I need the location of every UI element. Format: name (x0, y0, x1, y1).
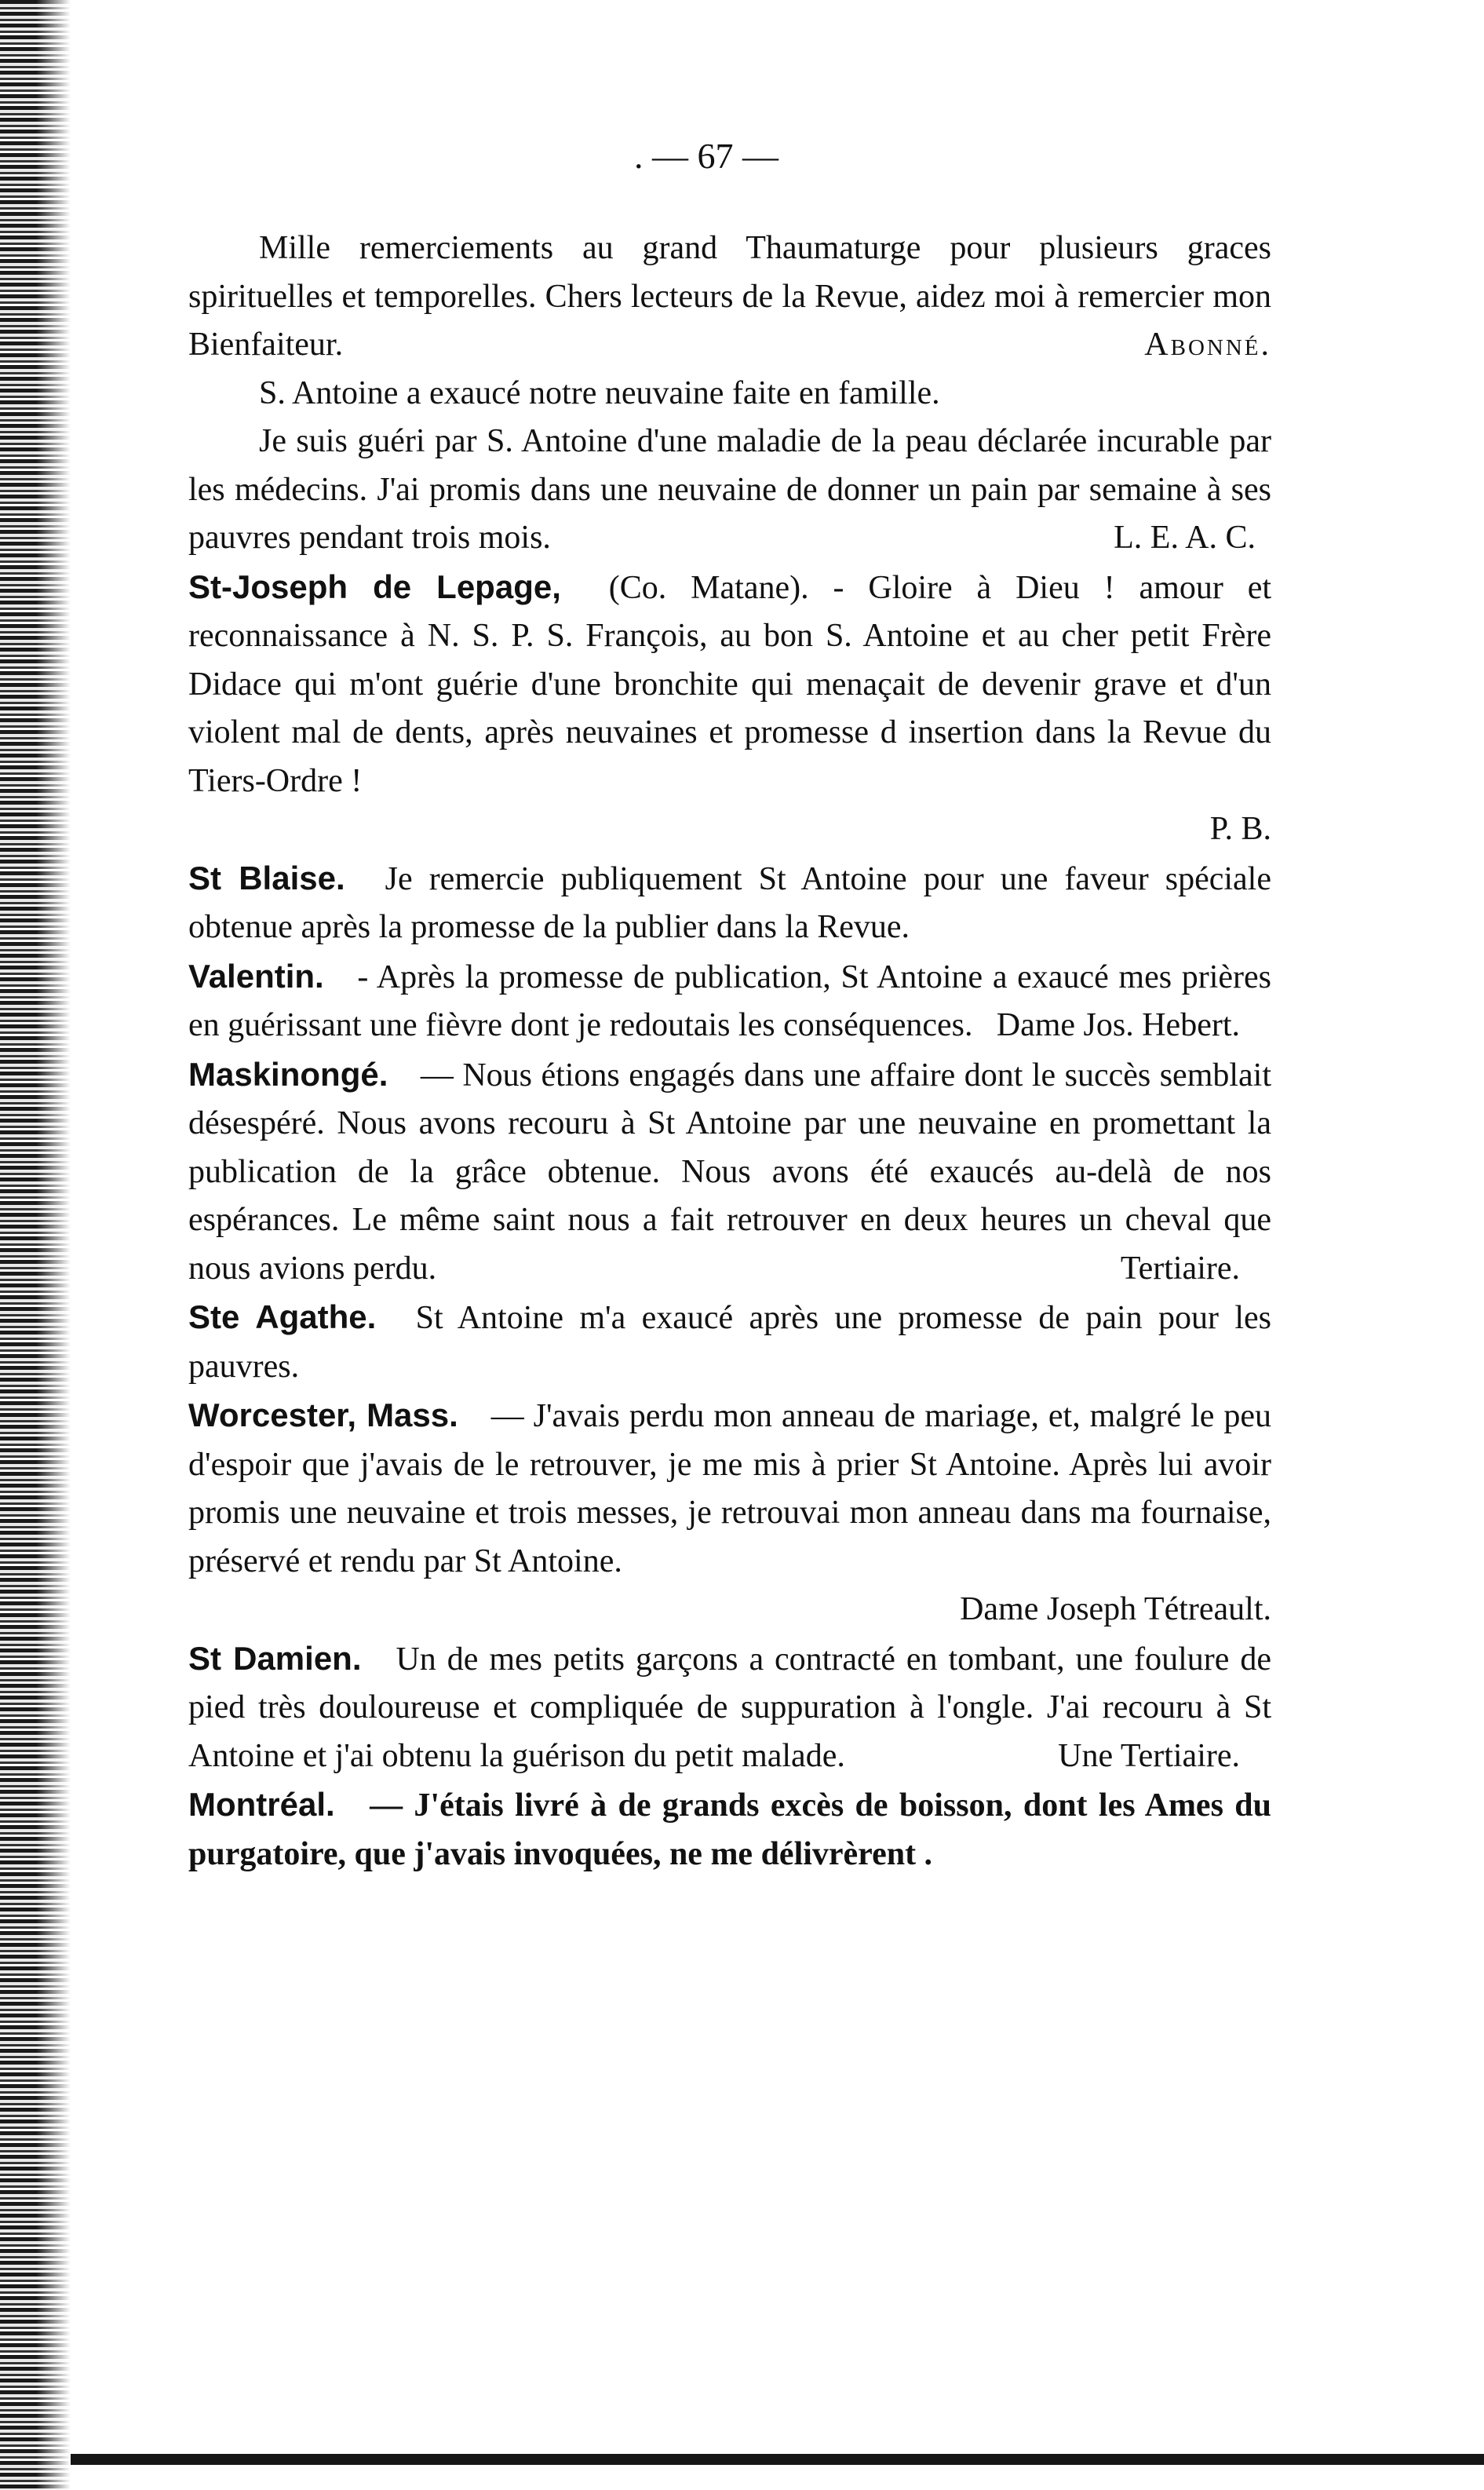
entry-maskinonge (188, 1050, 1271, 1294)
page-number: . — 67 — (634, 136, 778, 176)
entry-montreal (188, 1780, 1271, 1878)
entry-place: St-Joseph de Lepage, (188, 568, 561, 605)
entry-valentin (188, 952, 1271, 1050)
page-body (188, 225, 1271, 1878)
entry-place: Worcester, Mass. (188, 1397, 458, 1433)
entry-signature: Dame Joseph Tétreault. (960, 1591, 1271, 1627)
entry-place: Valentin. (188, 957, 324, 995)
entry-text: St Antoine m'a exaucé après une promesse de pain pour les pauvres. (188, 1300, 1271, 1385)
entry-text: — Nous étions engagés dans une affaire dont le succès semblait désespéré. Nous avons recouru à St Antoine par une neuvaine en promettant la publication de la grâce obtenue. Nous avons été exaucés au-delà de nos espérances. Le même saint nous a fait retrouver en deux heures un cheval que nous avions perdu. (188, 1057, 1272, 1287)
entry-st-blaise (188, 854, 1271, 952)
entry-signature: Tertiaire. (1120, 1250, 1240, 1287)
entry-place: St Damien. (188, 1639, 362, 1677)
entry-text: (Co. Matane). - Gloire à Dieu ! amour et reconnaissance à N. S. P. S. François, au bon S. Antoine et au cher petit Frère Didace qui m'ont guérie d'une bronchite qui menaçait de devenir grave et d'un violent mal de dents, après neuvaines et promesse d insertion dans la Revue du Tiers-Ordre ! (188, 569, 1272, 799)
entry-text: — J'étais livré à de grands excès de boisson, dont les Ames du purgatoire, que j'avais invoquées, ne me délivrèrent . (188, 1787, 1272, 1872)
entry-ste-agathe (188, 1293, 1271, 1391)
entry-place: Maskinongé. (188, 1055, 388, 1093)
entry-signature: L. E. A. C. (1114, 520, 1256, 556)
entry-place: St Blaise. (188, 859, 345, 896)
entry-text: Mille remerciements au grand Thaumaturge pour plusieurs graces spirituelles et temporelles. Chers lecteurs de la Revue, aidez moi à remercier mon Bienfaiteur. (188, 230, 1271, 363)
entry-signature: Abonné. (1144, 327, 1271, 363)
entry-st-joseph-de-lepage (188, 563, 1271, 806)
entry-text: Je remercie publiquement St Antoine pour une faveur spéciale obtenue après la promesse de la publier dans la Revue. (188, 860, 1271, 945)
entry-place: Montréal. (188, 1786, 335, 1823)
entry-signature: P. B. (1209, 811, 1271, 847)
entry-text: S. Antoine a exaucé notre neuvaine faite en famille. (259, 374, 940, 411)
page-bottom-rule (71, 2454, 1484, 2465)
entry-signature: Dame Jos. Hebert. (996, 1007, 1240, 1043)
entry-signature: Une Tertiaire. (1058, 1737, 1240, 1774)
entry-skin-disease (188, 418, 1271, 563)
entry-place: Ste Agathe. (188, 1298, 377, 1335)
entry-family-novena (188, 370, 1271, 418)
entry-thanks-thaumaturge (188, 225, 1271, 370)
entry-worcester-mass (188, 1391, 1271, 1586)
book-binding-edge (0, 0, 71, 2490)
entry-text: - Après la promesse de publication, St Antoine a exaucé mes prières en guérissant une fièvre dont je redoutais les conséquences. (188, 958, 1272, 1043)
entry-text: — J'avais perdu mon anneau de mariage, et, malgré le peu d'espoir que j'avais de le retrouver, je me mis à prier St Antoine. Après lui avoir promis une neuvaine et trois messes, je retrouvai mon anneau dans ma fournaise, préservé et rendu par St Antoine. (188, 1398, 1272, 1579)
entry-text: Je suis guéri par S. Antoine d'une maladie de la peau déclarée incurable par les médecins. J'ai promis dans une neuvaine de donner un pain par semaine à ses pauvres pendant trois mois. (188, 423, 1271, 556)
entry-text: Un de mes petits garçons a contracté en tombant, une foulure de pied très douloureuse et compliquée de suppuration à l'ongle. J'ai recouru à St Antoine et j'ai obtenu la guérison du petit malade. (188, 1641, 1272, 1774)
entry-st-damien (188, 1634, 1271, 1781)
